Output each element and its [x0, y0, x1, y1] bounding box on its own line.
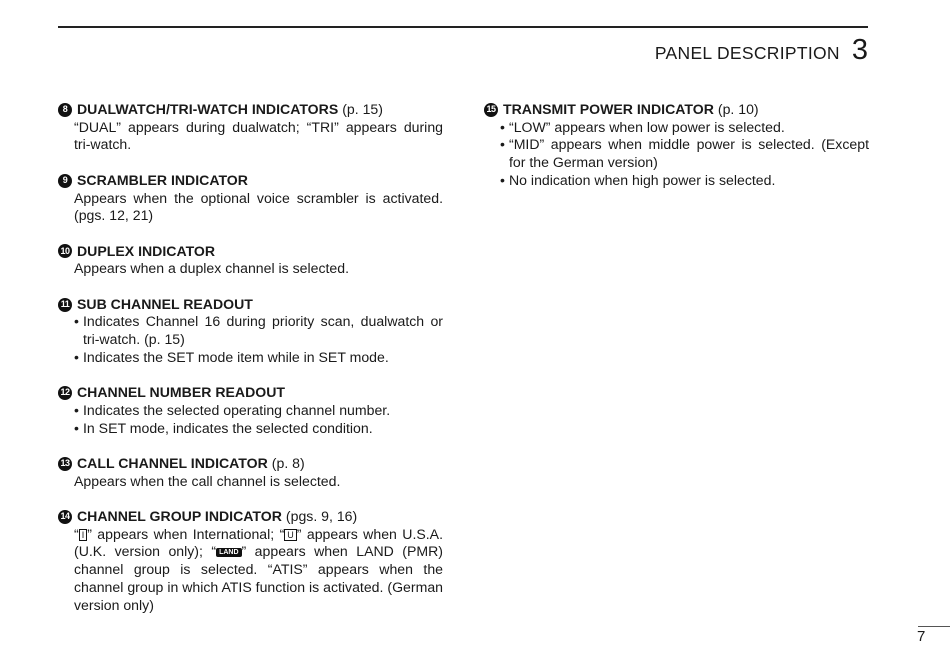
section-9 [58, 172, 443, 225]
number-8-icon: 8 [58, 103, 72, 117]
bullet-item: • “MID” appears when middle power is selected. (Except for the German version) [500, 136, 869, 171]
number-13-icon: 13 [58, 457, 72, 471]
number-12-icon: 12 [58, 386, 72, 400]
section-10 [58, 243, 443, 278]
page-ref: (pgs. 9, 16) [285, 508, 358, 525]
page-number: 7 [917, 628, 926, 645]
bullet-item: • No indication when high power is selected. [500, 171, 776, 188]
right-column [484, 101, 869, 207]
section-heading: TRANSMIT POWER INDICATOR [503, 101, 714, 117]
usa-icon: U [284, 529, 297, 541]
number-15-icon: 15 [484, 103, 498, 117]
page-ref: (p. 8) [271, 454, 305, 471]
section-heading: CHANNEL GROUP INDICATOR [77, 508, 282, 525]
section-title: PANEL DESCRIPTION [654, 43, 840, 63]
section-body: Appears when a duplex channel is selected. [74, 260, 350, 277]
section-body: “ I ” appears when International; “ U ” appears when U.S.A. (U.K. version only); “ LAND ” appears when LAND (PMR) channel group is selected. “ATIS” appears when the channel group in which ATIS function is activated. (German version only) [74, 525, 443, 613]
number-11-icon: 11 [58, 298, 72, 312]
bullet-item: • Indicates the selected operating channel number. [74, 401, 391, 418]
section-12 [58, 384, 443, 437]
section-11 [58, 296, 443, 367]
bullet-item: • Indicates Channel 16 during priority scan, dualwatch or tri-watch. (p. 15) [74, 313, 443, 348]
section-body: Appears when the optional voice scrambler is activated. (pgs. 12, 21) [74, 189, 443, 224]
left-column [58, 101, 443, 632]
international-icon: I [79, 529, 88, 541]
number-9-icon: 9 [58, 174, 72, 188]
section-15 [484, 101, 869, 190]
land-icon: LAND [216, 548, 241, 557]
number-10-icon: 10 [58, 244, 72, 258]
section-heading: SUB CHANNEL READOUT [77, 295, 253, 312]
section-heading: CALL CHANNEL INDICATOR [77, 454, 268, 471]
section-8 [58, 101, 443, 154]
section-body: “DUAL” appears during dualwatch; “TRI” appears during tri-watch. [74, 118, 443, 153]
page-ref: (p. 10) [717, 101, 759, 117]
section-13 [58, 455, 443, 490]
section-heading: DUALWATCH/TRI-WATCH INDICATORS [77, 101, 339, 117]
page-header [655, 34, 868, 67]
number-14-icon: 14 [58, 510, 72, 524]
section-heading: CHANNEL NUMBER READOUT [77, 384, 286, 401]
page-ref: (p. 15) [342, 101, 383, 117]
bullet-item: • “LOW” appears when low power is selected. [500, 118, 785, 135]
page-number-rule [918, 626, 950, 627]
top-rule [58, 26, 868, 28]
section-heading: SCRAMBLER INDICATOR [77, 171, 248, 188]
section-body: Appears when the call channel is selected. [74, 472, 341, 489]
chapter-number: 3 [851, 34, 868, 66]
section-heading: DUPLEX INDICATOR [77, 242, 216, 259]
bullet-item: • Indicates the SET mode item while in SET mode. [74, 348, 389, 365]
section-14 [58, 508, 443, 614]
bullet-item: • In SET mode, indicates the selected condition. [74, 419, 373, 436]
